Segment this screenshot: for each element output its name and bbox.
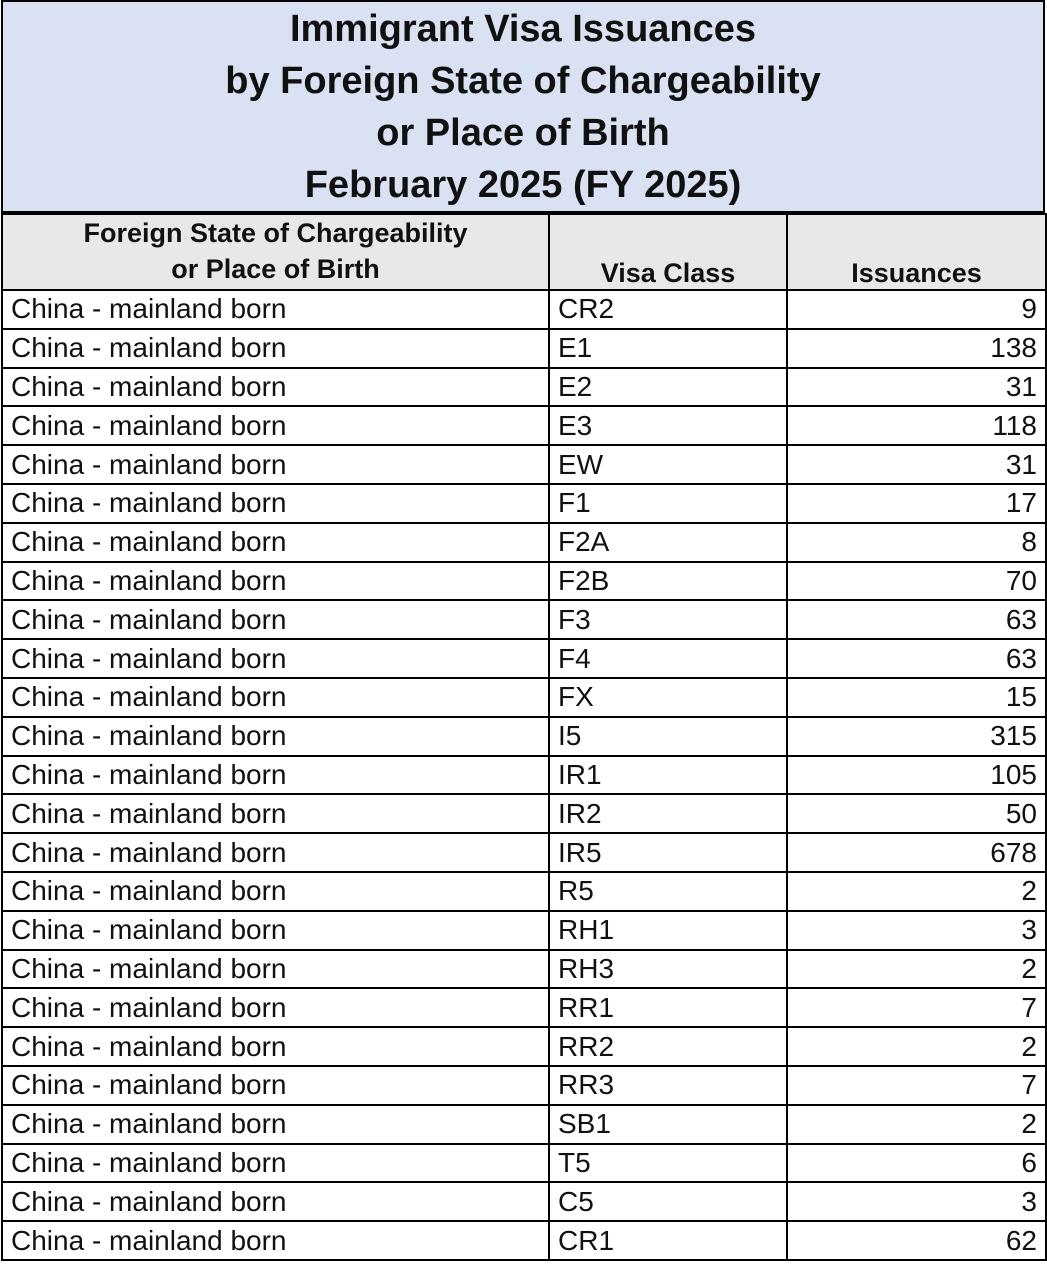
table-row <box>2 1144 1046 1183</box>
visa-class-cell: IR1 <box>549 756 787 795</box>
header-row <box>2 214 1046 290</box>
issuances-cell: 7 <box>787 1066 1046 1105</box>
country-cell: China - mainland born <box>2 1105 549 1144</box>
visa-class-cell: FX <box>549 678 787 717</box>
country-cell: China - mainland born <box>2 1066 549 1105</box>
table-row <box>2 988 1046 1027</box>
visa-class-cell: SB1 <box>549 1105 787 1144</box>
issuances-cell: 118 <box>787 406 1046 445</box>
table-row <box>2 600 1046 639</box>
table-row <box>2 1221 1046 1260</box>
table-body <box>2 290 1046 1260</box>
issuances-cell: 17 <box>787 484 1046 523</box>
table-row <box>2 911 1046 950</box>
table-row <box>2 368 1046 407</box>
table-row <box>2 1182 1046 1221</box>
country-cell: China - mainland born <box>2 756 549 795</box>
visa-class-cell: RH1 <box>549 911 787 950</box>
issuance-table <box>1 213 1047 1261</box>
table-row <box>2 329 1046 368</box>
visa-class-cell: RH3 <box>549 950 787 989</box>
visa-class-cell: F2A <box>549 523 787 562</box>
country-cell: China - mainland born <box>2 523 549 562</box>
issuances-cell: 105 <box>787 756 1046 795</box>
table-row <box>2 639 1046 678</box>
issuances-cell: 3 <box>787 1182 1046 1221</box>
issuances-cell: 62 <box>787 1221 1046 1260</box>
table-row <box>2 756 1046 795</box>
table-row <box>2 484 1046 523</box>
table-row <box>2 678 1046 717</box>
country-cell: China - mainland born <box>2 562 549 601</box>
visa-class-cell: E2 <box>549 368 787 407</box>
table-row <box>2 950 1046 989</box>
visa-class-column-header: Visa Class <box>549 214 787 290</box>
visa-class-cell: EW <box>549 445 787 484</box>
report-title <box>1 0 1045 213</box>
visa-class-cell: IR2 <box>549 794 787 833</box>
visa-class-cell: F3 <box>549 600 787 639</box>
issuances-cell: 2 <box>787 872 1046 911</box>
country-cell: China - mainland born <box>2 678 549 717</box>
issuances-cell: 31 <box>787 368 1046 407</box>
issuances-cell: 15 <box>787 678 1046 717</box>
country-cell: China - mainland born <box>2 1027 549 1066</box>
country-cell: China - mainland born <box>2 639 549 678</box>
issuances-cell: 2 <box>787 1027 1046 1066</box>
issuances-cell: 63 <box>787 600 1046 639</box>
issuances-cell: 9 <box>787 290 1046 329</box>
title-line-3: or Place of Birth <box>376 111 670 154</box>
table-row <box>2 523 1046 562</box>
country-cell: China - mainland born <box>2 794 549 833</box>
issuances-cell: 138 <box>787 329 1046 368</box>
title-line-1: Immigrant Visa Issuances <box>289 7 757 50</box>
country-cell: China - mainland born <box>2 484 549 523</box>
issuances-cell: 50 <box>787 794 1046 833</box>
table-row <box>2 717 1046 756</box>
country-cell: China - mainland born <box>2 1144 549 1183</box>
table-row <box>2 1027 1046 1066</box>
table-row <box>2 290 1046 329</box>
country-cell: China - mainland born <box>2 717 549 756</box>
visa-class-cell: C5 <box>549 1182 787 1221</box>
visa-class-cell: R5 <box>549 872 787 911</box>
issuances-cell: 31 <box>787 445 1046 484</box>
issuances-cell: 7 <box>787 988 1046 1027</box>
table-row <box>2 562 1046 601</box>
issuances-cell: 6 <box>787 1144 1046 1183</box>
issuances-cell: 8 <box>787 523 1046 562</box>
issuances-cell: 63 <box>787 639 1046 678</box>
country-cell: China - mainland born <box>2 329 549 368</box>
country-cell: China - mainland born <box>2 950 549 989</box>
country-cell: China - mainland born <box>2 1182 549 1221</box>
country-cell: China - mainland born <box>2 600 549 639</box>
issuances-cell: 70 <box>787 562 1046 601</box>
visa-class-cell: RR3 <box>549 1066 787 1105</box>
country-cell: China - mainland born <box>2 445 549 484</box>
visa-class-cell: F2B <box>549 562 787 601</box>
country-cell: China - mainland born <box>2 1221 549 1260</box>
visa-class-cell: RR2 <box>549 1027 787 1066</box>
visa-class-cell: RR1 <box>549 988 787 1027</box>
visa-class-cell: F4 <box>549 639 787 678</box>
table-row <box>2 833 1046 872</box>
issuances-cell: 2 <box>787 1105 1046 1144</box>
issuances-cell: 315 <box>787 717 1046 756</box>
issuances-cell: 678 <box>787 833 1046 872</box>
issuances-cell: 2 <box>787 950 1046 989</box>
country-header-line-2: or Place of Birth <box>171 254 380 284</box>
country-cell: China - mainland born <box>2 368 549 407</box>
visa-class-cell: IR5 <box>549 833 787 872</box>
title-line-4: February 2025 (FY 2025) <box>304 163 742 206</box>
visa-class-cell: CR2 <box>549 290 787 329</box>
country-cell: China - mainland born <box>2 911 549 950</box>
country-cell: China - mainland born <box>2 988 549 1027</box>
table-row <box>2 1066 1046 1105</box>
table-row <box>2 406 1046 445</box>
table-row <box>2 794 1046 833</box>
visa-class-cell: F1 <box>549 484 787 523</box>
visa-class-cell: E3 <box>549 406 787 445</box>
visa-class-cell: I5 <box>549 717 787 756</box>
issuances-cell: 3 <box>787 911 1046 950</box>
table-row <box>2 1105 1046 1144</box>
country-cell: China - mainland born <box>2 290 549 329</box>
country-cell: China - mainland born <box>2 872 549 911</box>
title-line-2: by Foreign State of Chargeability <box>225 59 821 102</box>
visa-class-cell: T5 <box>549 1144 787 1183</box>
visa-class-cell: E1 <box>549 329 787 368</box>
issuances-column-header: Issuances <box>787 214 1046 290</box>
country-header-line-1: Foreign State of Chargeability <box>83 218 468 248</box>
table-row <box>2 872 1046 911</box>
country-cell: China - mainland born <box>2 406 549 445</box>
visa-class-cell: CR1 <box>549 1221 787 1260</box>
country-column-header <box>2 214 549 290</box>
table-row <box>2 445 1046 484</box>
country-cell: China - mainland born <box>2 833 549 872</box>
